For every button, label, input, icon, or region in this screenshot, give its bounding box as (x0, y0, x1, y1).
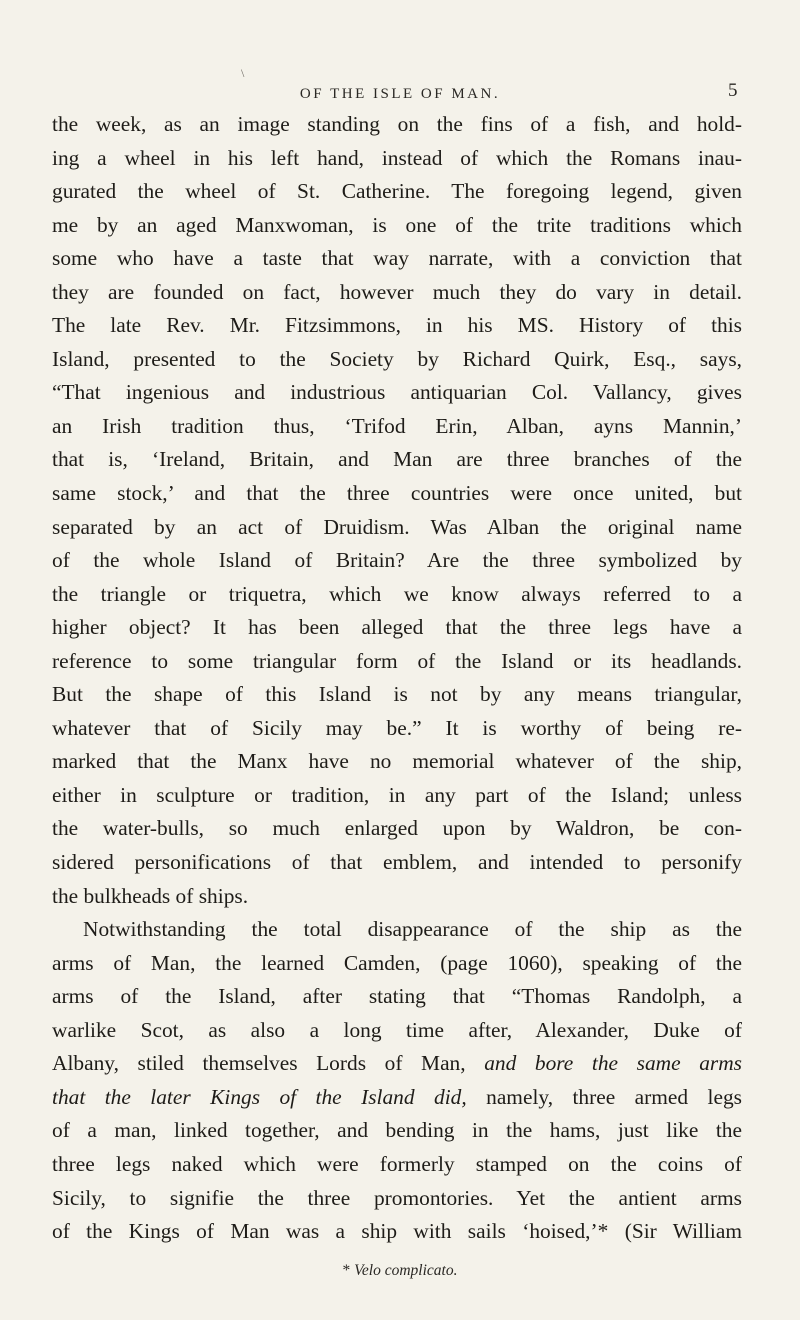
text-line: some who have a taste that way narrate, with a conviction that (52, 246, 742, 271)
text-line: Sicily, to signifie the three promontories. Yet the antient arms (52, 1185, 742, 1210)
text-line: that is, ‘Ireland, Britain, and Man are three branches of the (52, 447, 742, 472)
footnote-text: Velo complicato. (354, 1262, 458, 1279)
text-line: whatever that of Sicily may be.” It is worthy of being re- (52, 715, 742, 740)
footnote (0, 1262, 800, 1280)
footnote-marker: * (342, 1262, 355, 1279)
italic-quote: and bore the same arms (484, 1051, 742, 1076)
print-speck: \ (241, 66, 245, 80)
text-fragment: Albany, stiled themselves Lords of Man, (52, 1051, 485, 1076)
text-line: of the Kings of Man was a ship with sails ‘hoised,’* (Sir William (52, 1219, 742, 1244)
paragraph-start-line: Notwithstanding the total disappearance of the ship as the (83, 917, 742, 942)
body-text (52, 108, 742, 1249)
text-line (52, 1047, 742, 1081)
text-line: same stock,’ and that the three countries were once united, but (52, 481, 742, 506)
text-line: gurated the wheel of St. Catherine. The foregoing legend, given (52, 179, 742, 204)
text-line (52, 1081, 742, 1115)
text-line: me by an aged Manxwoman, is one of the trite traditions which (52, 212, 742, 237)
italic-quote: that the later Kings of the Island did, (52, 1084, 467, 1109)
text-line: arms of the Island, after stating that “Thomas Randolph, a (52, 984, 742, 1009)
text-line: the triangle or triquetra, which we know always referred to a (52, 581, 742, 606)
text-line: sidered personifications of that emblem, and intended to personify (52, 850, 742, 875)
page-number: 5 (728, 80, 738, 101)
text-line: The late Rev. Mr. Fitzsimmons, in his MS. History of this (52, 313, 742, 338)
text-line: three legs naked which were formerly stamped on the coins of (52, 1151, 742, 1176)
text-line: “That ingenious and industrious antiquarian Col. Vallancy, gives (52, 380, 742, 405)
text-line: arms of Man, the learned Camden, (page 1060), speaking of the (52, 950, 742, 975)
text-line: Island, presented to the Society by Richard Quirk, Esq., says, (52, 346, 742, 371)
text-line: reference to some triangular form of the Island or its headlands. (52, 648, 742, 673)
text-line: an Irish tradition thus, ‘Trifod Erin, Alban, ayns Mannin,’ (52, 413, 742, 438)
text-fragment: namely, three armed legs (466, 1084, 742, 1109)
text-line: marked that the Manx have no memorial whatever of the ship, (52, 749, 742, 774)
text-line: the bulkheads of ships. (52, 883, 249, 908)
text-line: of a man, linked together, and bending in the hams, just like the (52, 1118, 742, 1143)
running-title: OF THE ISLE OF MAN. (299, 86, 501, 102)
text-line: either in sculpture or tradition, in any part of the Island; unless (52, 782, 742, 807)
text-line: But the shape of this Island is not by any means triangular, (52, 682, 742, 707)
text-line: of the whole Island of Britain? Are the three symbolized by (52, 548, 742, 573)
text-line: ing a wheel in his left hand, instead of which the Romans inau- (52, 145, 742, 170)
text-line: the water-bulls, so much enlarged upon by Waldron, be con- (52, 816, 742, 841)
text-line: the week, as an image standing on the fins of a fish, and hold- (52, 112, 742, 136)
text-line: separated by an act of Druidism. Was Alban the original name (52, 514, 742, 539)
text-line: warlike Scot, as also a long time after, Alexander, Duke of (52, 1017, 742, 1042)
text-line: higher object? It has been alleged that the three legs have a (52, 615, 742, 640)
text-line: they are founded on fact, however much they do vary in detail. (52, 279, 742, 304)
